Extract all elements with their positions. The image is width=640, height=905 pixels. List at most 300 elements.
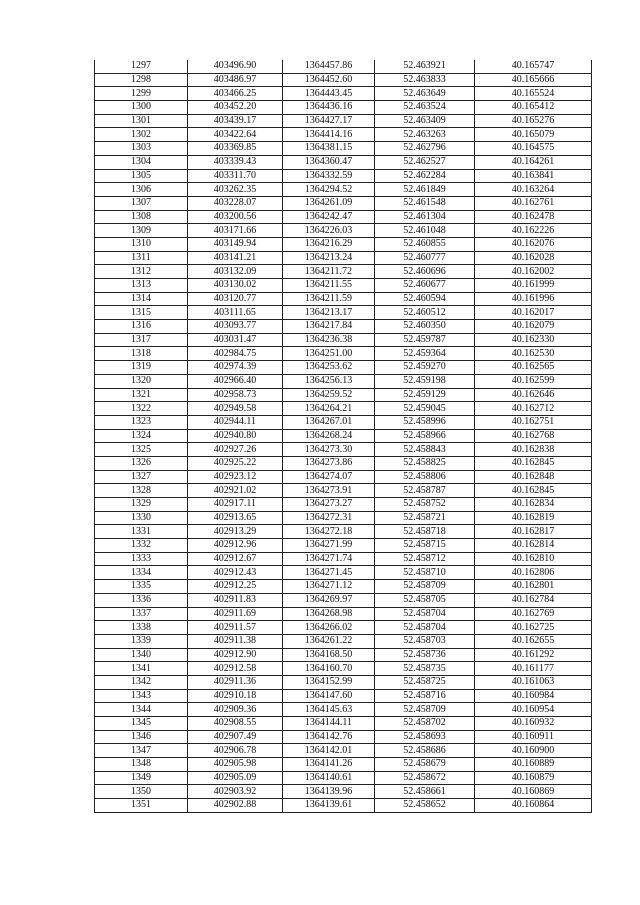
y-coordinate-cell: 1364272.31 (283, 511, 375, 525)
x-coordinate-cell: 402958.73 (188, 388, 283, 402)
x-coordinate-cell: 402912.67 (188, 552, 283, 566)
point-number-cell: 1313 (95, 279, 188, 293)
longitude-cell: 40.162784 (475, 593, 592, 607)
y-coordinate-cell: 1364414.16 (283, 128, 375, 142)
longitude-cell: 40.160889 (475, 758, 592, 772)
longitude-cell: 40.165412 (475, 101, 592, 115)
point-number-cell: 1311 (95, 251, 188, 265)
latitude-cell: 52.458843 (375, 443, 475, 457)
y-coordinate-cell: 1364213.24 (283, 251, 375, 265)
x-coordinate-cell: 403130.02 (188, 279, 283, 293)
y-coordinate-cell: 1364168.50 (283, 648, 375, 662)
longitude-cell: 40.164575 (475, 142, 592, 156)
x-coordinate-cell: 402905.09 (188, 771, 283, 785)
table-row (95, 292, 592, 306)
longitude-cell: 40.161177 (475, 662, 592, 676)
latitude-cell: 52.458705 (375, 593, 475, 607)
latitude-cell: 52.463649 (375, 87, 475, 101)
latitude-cell: 52.458661 (375, 785, 475, 799)
point-number-cell: 1335 (95, 580, 188, 594)
longitude-cell: 40.162655 (475, 634, 592, 648)
point-number-cell: 1343 (95, 689, 188, 703)
latitude-cell: 52.463921 (375, 60, 475, 73)
longitude-cell: 40.161999 (475, 279, 592, 293)
x-coordinate-cell: 403452.20 (188, 101, 283, 115)
table-row (95, 675, 592, 689)
longitude-cell: 40.160864 (475, 799, 592, 813)
longitude-cell: 40.160984 (475, 689, 592, 703)
latitude-cell: 52.461849 (375, 183, 475, 197)
y-coordinate-cell: 1364141.26 (283, 758, 375, 772)
latitude-cell: 52.460855 (375, 237, 475, 251)
table-row (95, 415, 592, 429)
longitude-cell: 40.162646 (475, 388, 592, 402)
y-coordinate-cell: 1364211.72 (283, 265, 375, 279)
point-number-cell: 1306 (95, 183, 188, 197)
point-number-cell: 1312 (95, 265, 188, 279)
x-coordinate-cell: 402912.96 (188, 539, 283, 553)
longitude-cell: 40.164261 (475, 155, 592, 169)
table-row (95, 443, 592, 457)
x-coordinate-cell: 402925.22 (188, 456, 283, 470)
y-coordinate-cell: 1364264.21 (283, 402, 375, 416)
point-number-cell: 1340 (95, 648, 188, 662)
point-number-cell: 1305 (95, 169, 188, 183)
point-number-cell: 1342 (95, 675, 188, 689)
point-number-cell: 1333 (95, 552, 188, 566)
latitude-cell: 52.458703 (375, 634, 475, 648)
point-number-cell: 1300 (95, 101, 188, 115)
point-number-cell: 1344 (95, 703, 188, 717)
y-coordinate-cell: 1364268.98 (283, 607, 375, 621)
y-coordinate-cell: 1364140.61 (283, 771, 375, 785)
latitude-cell: 52.459129 (375, 388, 475, 402)
table-row (95, 333, 592, 347)
point-number-cell: 1348 (95, 758, 188, 772)
x-coordinate-cell: 402911.69 (188, 607, 283, 621)
table-row (95, 607, 592, 621)
latitude-cell: 52.462527 (375, 155, 475, 169)
longitude-cell: 40.165276 (475, 114, 592, 128)
x-coordinate-cell: 402909.36 (188, 703, 283, 717)
x-coordinate-cell: 402902.88 (188, 799, 283, 813)
x-coordinate-cell: 402908.55 (188, 717, 283, 731)
x-coordinate-cell: 402903.92 (188, 785, 283, 799)
point-number-cell: 1323 (95, 415, 188, 429)
y-coordinate-cell: 1364360.47 (283, 155, 375, 169)
point-number-cell: 1297 (95, 60, 188, 73)
x-coordinate-cell: 402905.98 (188, 758, 283, 772)
y-coordinate-cell: 1364443.45 (283, 87, 375, 101)
point-number-cell: 1298 (95, 73, 188, 87)
y-coordinate-cell: 1364152.99 (283, 675, 375, 689)
table-row (95, 799, 592, 813)
x-coordinate-cell: 403496.90 (188, 60, 283, 73)
x-coordinate-cell: 402911.57 (188, 621, 283, 635)
point-number-cell: 1331 (95, 525, 188, 539)
table-row (95, 306, 592, 320)
x-coordinate-cell: 402911.38 (188, 634, 283, 648)
table-row (95, 593, 592, 607)
x-coordinate-cell: 403339.43 (188, 155, 283, 169)
longitude-cell: 40.160869 (475, 785, 592, 799)
point-number-cell: 1351 (95, 799, 188, 813)
point-number-cell: 1303 (95, 142, 188, 156)
y-coordinate-cell: 1364269.97 (283, 593, 375, 607)
y-coordinate-cell: 1364271.74 (283, 552, 375, 566)
table-row (95, 785, 592, 799)
table-row (95, 388, 592, 402)
table-row (95, 758, 592, 772)
x-coordinate-cell: 402940.80 (188, 429, 283, 443)
longitude-cell: 40.162768 (475, 429, 592, 443)
table-row (95, 361, 592, 375)
y-coordinate-cell: 1364271.99 (283, 539, 375, 553)
latitude-cell: 52.458672 (375, 771, 475, 785)
y-coordinate-cell: 1364139.61 (283, 799, 375, 813)
latitude-cell: 52.458704 (375, 607, 475, 621)
longitude-cell: 40.162838 (475, 443, 592, 457)
table-row (95, 498, 592, 512)
table-row (95, 703, 592, 717)
longitude-cell: 40.165079 (475, 128, 592, 142)
x-coordinate-cell: 403422.64 (188, 128, 283, 142)
longitude-cell: 40.162028 (475, 251, 592, 265)
table-row (95, 320, 592, 334)
table-row (95, 265, 592, 279)
y-coordinate-cell: 1364256.13 (283, 374, 375, 388)
x-coordinate-cell: 402912.58 (188, 662, 283, 676)
latitude-cell: 52.459045 (375, 402, 475, 416)
latitude-cell: 52.463833 (375, 73, 475, 87)
latitude-cell: 52.458686 (375, 744, 475, 758)
y-coordinate-cell: 1364272.18 (283, 525, 375, 539)
longitude-cell: 40.160879 (475, 771, 592, 785)
longitude-cell: 40.161063 (475, 675, 592, 689)
point-number-cell: 1339 (95, 634, 188, 648)
longitude-cell: 40.162751 (475, 415, 592, 429)
y-coordinate-cell: 1364216.29 (283, 237, 375, 251)
table-row (95, 717, 592, 731)
latitude-cell: 52.459270 (375, 361, 475, 375)
latitude-cell: 52.458752 (375, 498, 475, 512)
table-row (95, 101, 592, 115)
point-number-cell: 1341 (95, 662, 188, 676)
coordinates-table (94, 60, 592, 813)
y-coordinate-cell: 1364142.76 (283, 730, 375, 744)
point-number-cell: 1345 (95, 717, 188, 731)
point-number-cell: 1299 (95, 87, 188, 101)
longitude-cell: 40.162769 (475, 607, 592, 621)
point-number-cell: 1319 (95, 361, 188, 375)
latitude-cell: 52.458718 (375, 525, 475, 539)
y-coordinate-cell: 1364147.60 (283, 689, 375, 703)
table-row (95, 511, 592, 525)
y-coordinate-cell: 1364267.01 (283, 415, 375, 429)
table-row (95, 621, 592, 635)
x-coordinate-cell: 402910.18 (188, 689, 283, 703)
point-number-cell: 1334 (95, 566, 188, 580)
latitude-cell: 52.458787 (375, 484, 475, 498)
latitude-cell: 52.458715 (375, 539, 475, 553)
y-coordinate-cell: 1364261.22 (283, 634, 375, 648)
x-coordinate-cell: 402966.40 (188, 374, 283, 388)
latitude-cell: 52.458704 (375, 621, 475, 635)
x-coordinate-cell: 402917.11 (188, 498, 283, 512)
point-number-cell: 1326 (95, 456, 188, 470)
longitude-cell: 40.162079 (475, 320, 592, 334)
longitude-cell: 40.162725 (475, 621, 592, 635)
latitude-cell: 52.462796 (375, 142, 475, 156)
x-coordinate-cell: 403093.77 (188, 320, 283, 334)
latitude-cell: 52.460594 (375, 292, 475, 306)
table-row (95, 771, 592, 785)
table-row (95, 539, 592, 553)
latitude-cell: 52.461548 (375, 196, 475, 210)
table-row (95, 87, 592, 101)
y-coordinate-cell: 1364452.60 (283, 73, 375, 87)
table-row (95, 552, 592, 566)
table-row (95, 648, 592, 662)
point-number-cell: 1327 (95, 470, 188, 484)
table-row (95, 155, 592, 169)
x-coordinate-cell: 402984.75 (188, 347, 283, 361)
point-number-cell: 1308 (95, 210, 188, 224)
point-number-cell: 1338 (95, 621, 188, 635)
point-number-cell: 1307 (95, 196, 188, 210)
point-number-cell: 1337 (95, 607, 188, 621)
x-coordinate-cell: 402974.39 (188, 361, 283, 375)
point-number-cell: 1304 (95, 155, 188, 169)
table-row (95, 744, 592, 758)
x-coordinate-cell: 402944.11 (188, 415, 283, 429)
table-row (95, 456, 592, 470)
y-coordinate-cell: 1364139.96 (283, 785, 375, 799)
latitude-cell: 52.459198 (375, 374, 475, 388)
point-number-cell: 1332 (95, 539, 188, 553)
table-row (95, 634, 592, 648)
point-number-cell: 1302 (95, 128, 188, 142)
longitude-cell: 40.163264 (475, 183, 592, 197)
latitude-cell: 52.458996 (375, 415, 475, 429)
point-number-cell: 1336 (95, 593, 188, 607)
latitude-cell: 52.463524 (375, 101, 475, 115)
point-number-cell: 1321 (95, 388, 188, 402)
longitude-cell: 40.162226 (475, 224, 592, 238)
y-coordinate-cell: 1364273.30 (283, 443, 375, 457)
point-number-cell: 1301 (95, 114, 188, 128)
point-number-cell: 1314 (95, 292, 188, 306)
longitude-cell: 40.162810 (475, 552, 592, 566)
y-coordinate-cell: 1364436.16 (283, 101, 375, 115)
y-coordinate-cell: 1364217.84 (283, 320, 375, 334)
point-number-cell: 1320 (95, 374, 188, 388)
latitude-cell: 52.460696 (375, 265, 475, 279)
table-row (95, 662, 592, 676)
latitude-cell: 52.458709 (375, 703, 475, 717)
table-row (95, 128, 592, 142)
latitude-cell: 52.463409 (375, 114, 475, 128)
x-coordinate-cell: 402949.58 (188, 402, 283, 416)
x-coordinate-cell: 403111.65 (188, 306, 283, 320)
point-number-cell: 1350 (95, 785, 188, 799)
longitude-cell: 40.162845 (475, 484, 592, 498)
x-coordinate-cell: 403171.66 (188, 224, 283, 238)
y-coordinate-cell: 1364211.55 (283, 279, 375, 293)
latitude-cell: 52.458806 (375, 470, 475, 484)
table-row (95, 525, 592, 539)
longitude-cell: 40.162530 (475, 347, 592, 361)
point-number-cell: 1329 (95, 498, 188, 512)
latitude-cell: 52.458702 (375, 717, 475, 731)
x-coordinate-cell: 403466.25 (188, 87, 283, 101)
table-row (95, 689, 592, 703)
longitude-cell: 40.160911 (475, 730, 592, 744)
x-coordinate-cell: 402907.49 (188, 730, 283, 744)
point-number-cell: 1316 (95, 320, 188, 334)
x-coordinate-cell: 402913.65 (188, 511, 283, 525)
latitude-cell: 52.459364 (375, 347, 475, 361)
y-coordinate-cell: 1364236.38 (283, 333, 375, 347)
latitude-cell: 52.460777 (375, 251, 475, 265)
point-number-cell: 1346 (95, 730, 188, 744)
point-number-cell: 1322 (95, 402, 188, 416)
latitude-cell: 52.460350 (375, 320, 475, 334)
y-coordinate-cell: 1364274.07 (283, 470, 375, 484)
longitude-cell: 40.162330 (475, 333, 592, 347)
latitude-cell: 52.458735 (375, 662, 475, 676)
x-coordinate-cell: 402911.36 (188, 675, 283, 689)
y-coordinate-cell: 1364271.45 (283, 566, 375, 580)
longitude-cell: 40.162017 (475, 306, 592, 320)
y-coordinate-cell: 1364266.02 (283, 621, 375, 635)
latitude-cell: 52.461048 (375, 224, 475, 238)
y-coordinate-cell: 1364211.59 (283, 292, 375, 306)
table-row (95, 730, 592, 744)
y-coordinate-cell: 1364273.86 (283, 456, 375, 470)
x-coordinate-cell: 403141.21 (188, 251, 283, 265)
longitude-cell: 40.165666 (475, 73, 592, 87)
latitude-cell: 52.458721 (375, 511, 475, 525)
x-coordinate-cell: 403200.56 (188, 210, 283, 224)
longitude-cell: 40.162801 (475, 580, 592, 594)
point-number-cell: 1347 (95, 744, 188, 758)
y-coordinate-cell: 1364332.59 (283, 169, 375, 183)
y-coordinate-cell: 1364226.03 (283, 224, 375, 238)
table-row (95, 114, 592, 128)
x-coordinate-cell: 403132.09 (188, 265, 283, 279)
longitude-cell: 40.162848 (475, 470, 592, 484)
y-coordinate-cell: 1364242.47 (283, 210, 375, 224)
point-number-cell: 1318 (95, 347, 188, 361)
longitude-cell: 40.160954 (475, 703, 592, 717)
y-coordinate-cell: 1364213.17 (283, 306, 375, 320)
table-row (95, 402, 592, 416)
longitude-cell: 40.162817 (475, 525, 592, 539)
table-row (95, 566, 592, 580)
longitude-cell: 40.162478 (475, 210, 592, 224)
latitude-cell: 52.458712 (375, 552, 475, 566)
table-row (95, 237, 592, 251)
latitude-cell: 52.458693 (375, 730, 475, 744)
y-coordinate-cell: 1364381.15 (283, 142, 375, 156)
y-coordinate-cell: 1364261.09 (283, 196, 375, 210)
x-coordinate-cell: 403149.94 (188, 237, 283, 251)
table-row (95, 251, 592, 265)
point-number-cell: 1324 (95, 429, 188, 443)
point-number-cell: 1325 (95, 443, 188, 457)
latitude-cell: 52.458966 (375, 429, 475, 443)
y-coordinate-cell: 1364145.63 (283, 703, 375, 717)
table-row (95, 196, 592, 210)
latitude-cell: 52.458710 (375, 566, 475, 580)
longitude-cell: 40.162761 (475, 196, 592, 210)
table-row (95, 60, 592, 73)
point-number-cell: 1330 (95, 511, 188, 525)
y-coordinate-cell: 1364273.27 (283, 498, 375, 512)
table-row (95, 210, 592, 224)
x-coordinate-cell: 403262.35 (188, 183, 283, 197)
y-coordinate-cell: 1364251.00 (283, 347, 375, 361)
longitude-cell: 40.162002 (475, 265, 592, 279)
longitude-cell: 40.162806 (475, 566, 592, 580)
table-row (95, 580, 592, 594)
y-coordinate-cell: 1364427.17 (283, 114, 375, 128)
x-coordinate-cell: 402912.25 (188, 580, 283, 594)
latitude-cell: 52.462284 (375, 169, 475, 183)
latitude-cell: 52.460512 (375, 306, 475, 320)
x-coordinate-cell: 402912.43 (188, 566, 283, 580)
point-number-cell: 1315 (95, 306, 188, 320)
point-number-cell: 1349 (95, 771, 188, 785)
latitude-cell: 52.460677 (375, 279, 475, 293)
table-row (95, 279, 592, 293)
longitude-cell: 40.162814 (475, 539, 592, 553)
longitude-cell: 40.162712 (475, 402, 592, 416)
longitude-cell: 40.162845 (475, 456, 592, 470)
longitude-cell: 40.162599 (475, 374, 592, 388)
point-number-cell: 1317 (95, 333, 188, 347)
table-row (95, 224, 592, 238)
table-row (95, 73, 592, 87)
y-coordinate-cell: 1364253.62 (283, 361, 375, 375)
latitude-cell: 52.459787 (375, 333, 475, 347)
x-coordinate-cell: 403311.70 (188, 169, 283, 183)
point-number-cell: 1309 (95, 224, 188, 238)
longitude-cell: 40.163841 (475, 169, 592, 183)
table-row (95, 169, 592, 183)
table-row (95, 429, 592, 443)
longitude-cell: 40.162834 (475, 498, 592, 512)
x-coordinate-cell: 403369.85 (188, 142, 283, 156)
coordinates-table-body (95, 60, 592, 812)
latitude-cell: 52.463263 (375, 128, 475, 142)
latitude-cell: 52.458679 (375, 758, 475, 772)
x-coordinate-cell: 402923.12 (188, 470, 283, 484)
y-coordinate-cell: 1364160.70 (283, 662, 375, 676)
table-row (95, 347, 592, 361)
y-coordinate-cell: 1364294.52 (283, 183, 375, 197)
latitude-cell: 52.461304 (375, 210, 475, 224)
x-coordinate-cell: 402911.83 (188, 593, 283, 607)
y-coordinate-cell: 1364259.52 (283, 388, 375, 402)
latitude-cell: 52.458716 (375, 689, 475, 703)
table-row (95, 470, 592, 484)
x-coordinate-cell: 403031.47 (188, 333, 283, 347)
x-coordinate-cell: 402912.90 (188, 648, 283, 662)
y-coordinate-cell: 1364144.11 (283, 717, 375, 731)
latitude-cell: 52.458825 (375, 456, 475, 470)
